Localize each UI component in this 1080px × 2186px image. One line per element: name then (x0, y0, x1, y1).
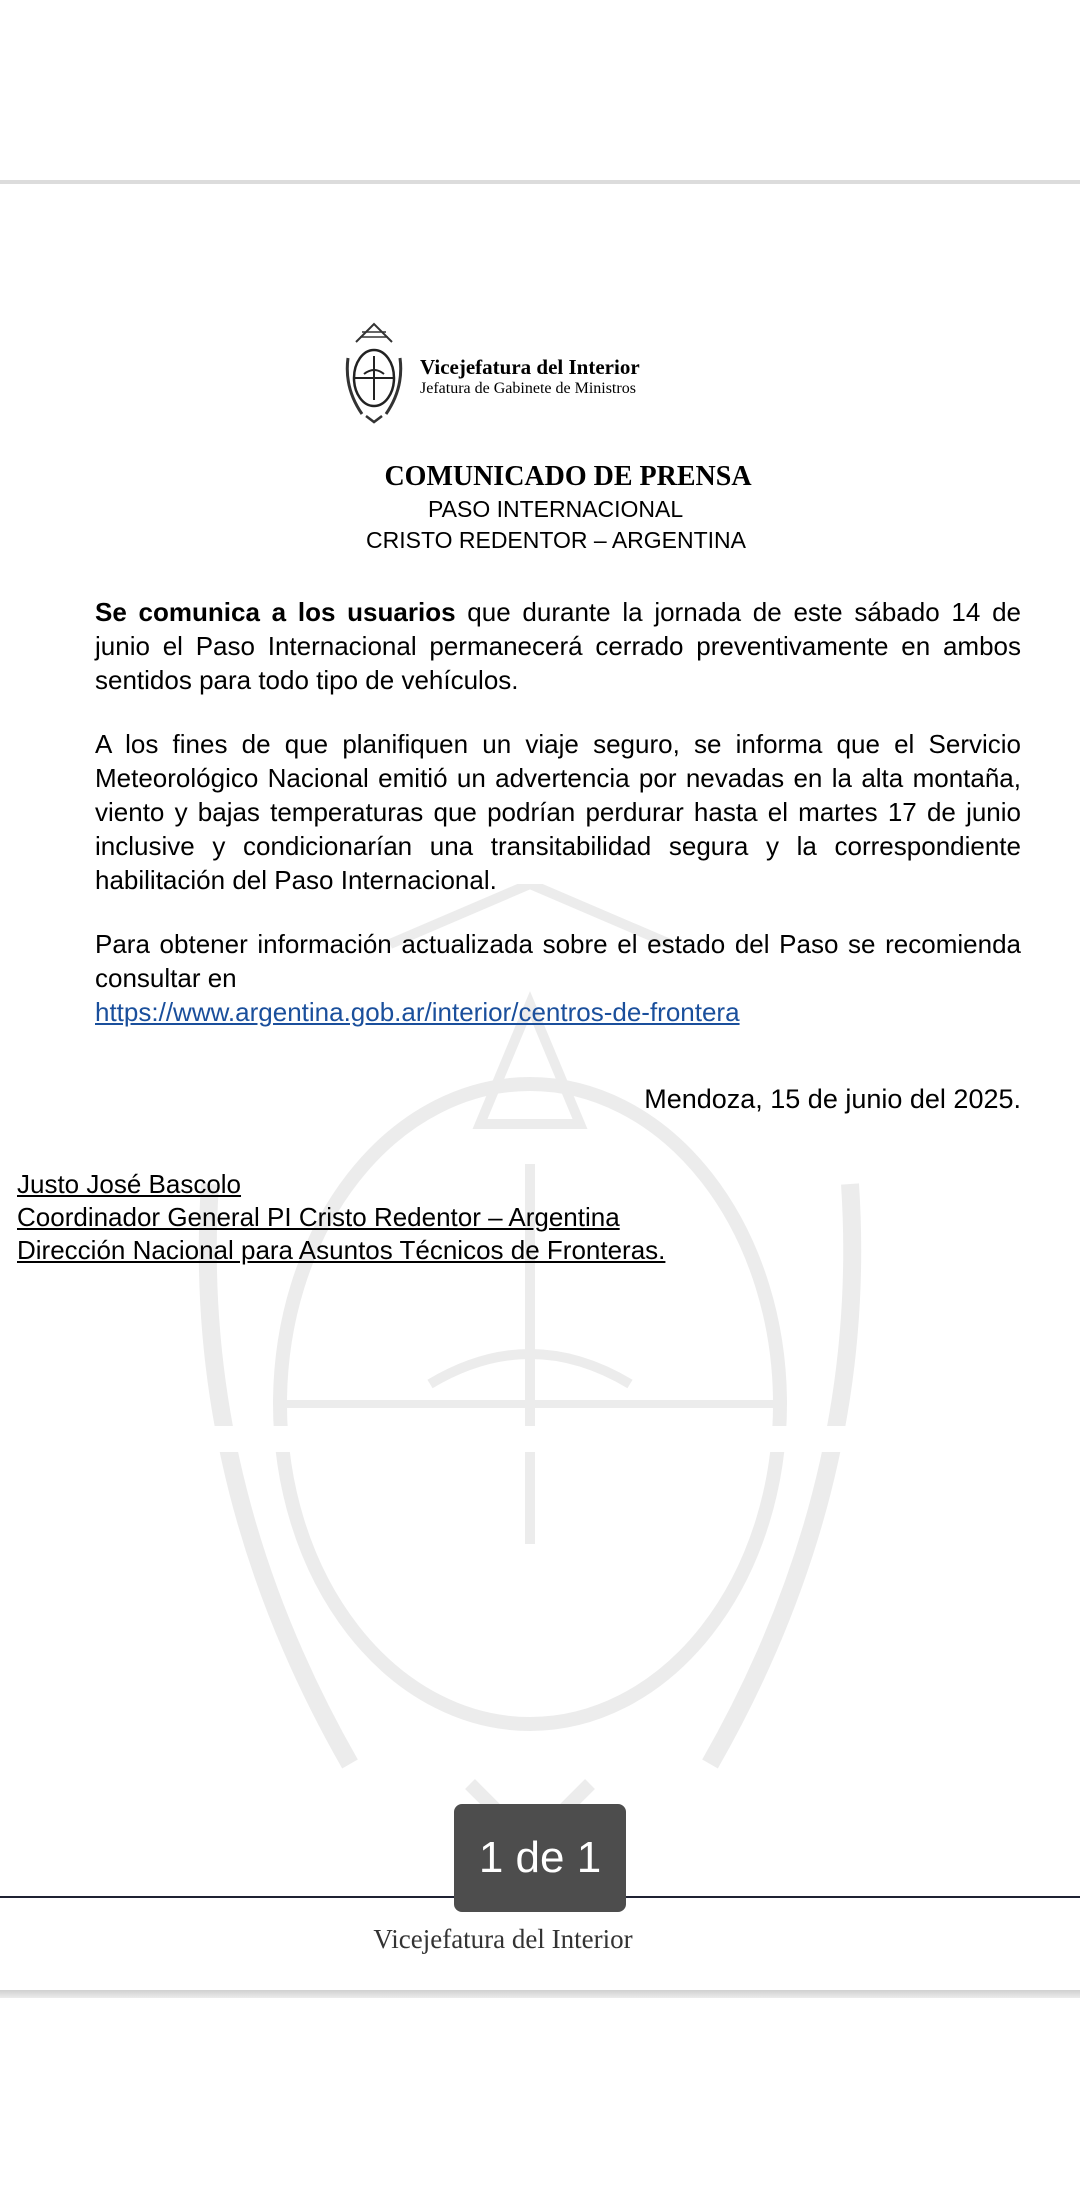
signatory-role: Coordinador General PI Cristo Redentor – Argentina (17, 1202, 620, 1232)
press-release-subtitle-2: CRISTO REDENTOR – ARGENTINA (366, 527, 746, 553)
press-release-title: COMUNICADO DE PRENSA (384, 461, 752, 492)
footer-text: Vicejefatura del Interior (373, 1924, 633, 1954)
render-gap (0, 1426, 1080, 1452)
page-indicator: 1 de 1 (454, 1804, 626, 1912)
letterhead-subtitle: Jefatura de Gabinete de Ministros (420, 380, 636, 397)
letterhead (420, 355, 640, 399)
argentina-crest-icon (342, 318, 406, 428)
page-bottom-edge (0, 1990, 1080, 1998)
more-info-text: Para obtener información actualizada sobre el estado del Paso se recomienda consultar en (95, 929, 1021, 993)
signatory-name: Justo José Bascolo (17, 1169, 242, 1199)
paragraph-closure-notice (95, 595, 1021, 697)
paragraph-intro-rest: que durante la jornada de este sábado 14 de junio el Paso Internacional permanecerá cerrado preventivamente en ambos sentidos para todo tipo de vehículos. (95, 597, 1021, 695)
letterhead-title: Vicejefatura del Interior (420, 355, 640, 379)
paragraph-intro-bold: Se comunica a los usuarios (95, 597, 456, 627)
signature-block (17, 1168, 665, 1267)
border-centers-link[interactable]: https://www.argentina.gob.ar/interior/centros-de-frontera (95, 997, 740, 1027)
press-release-subtitle-1: PASO INTERNACIONAL (428, 496, 684, 522)
document-page[interactable] (0, 184, 1080, 1990)
paragraph-weather-warning: A los fines de que planifiquen un viaje seguro, se informa que el Servicio Meteorológico Nacional emitió un advertencia por nevadas en la alta montaña, viento y bajas temperaturas que podrían perdurar hasta el martes 17 de junio inclusive y condicionarían una transitabilidad segura y la correspondiente habilitación del Paso Internacional. (95, 729, 1021, 895)
signatory-office: Dirección Nacional para Asuntos Técnicos de Fronteras. (17, 1235, 666, 1265)
paragraph-more-info (95, 927, 1021, 1029)
date-line: Mendoza, 15 de junio del 2025. (644, 1084, 1021, 1114)
